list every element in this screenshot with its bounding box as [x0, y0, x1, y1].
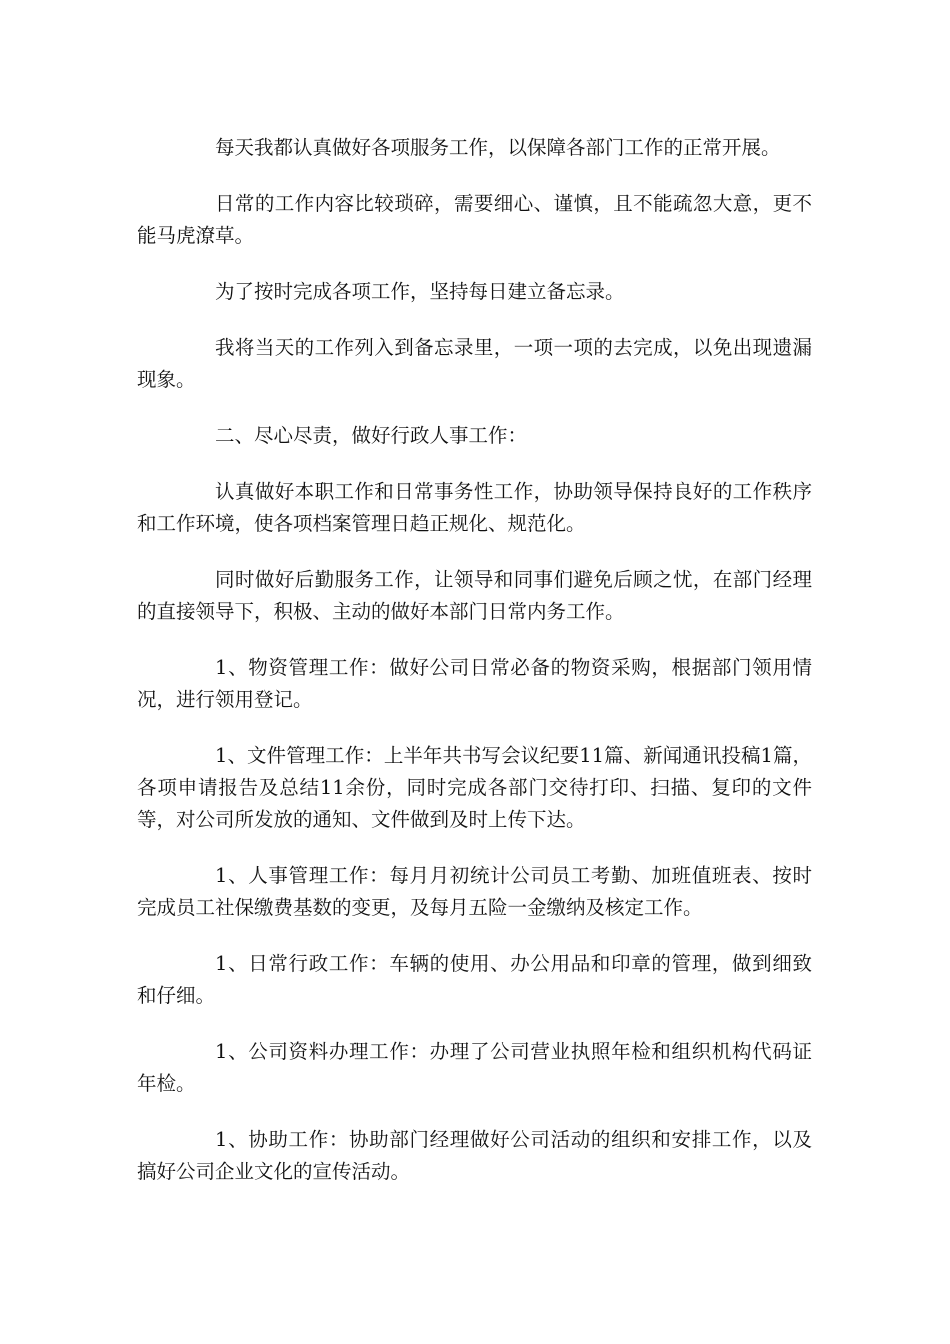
list-item: 1、日常行政工作：车辆的使用、办公用品和印章的管理，做到细致和仔细。 — [137, 952, 812, 1007]
list-item: 1、公司资料办理工作：办理了公司营业执照年检和组织机构代码证年检。 — [137, 1040, 812, 1095]
list-item: 1、物资管理工作：做好公司日常必备的物资采购，根据部门领用情况，进行领用登记。 — [137, 656, 812, 711]
list-item: 1、文件管理工作：上半年共书写会议纪要11篇、新闻通讯投稿1篇，各项申请报告及总结11余份，同时完成各部门交待打印、扫描、复印的文件等，对公司所发放的通知、文件做到及时上传下达。 — [137, 744, 812, 831]
paragraph: 同时做好后勤服务工作，让领导和同事们避免后顾之忧，在部门经理的直接领导下，积极、主动的做好本部门日常内务工作。 — [137, 568, 812, 623]
paragraph: 日常的工作内容比较琐碎，需要细心、谨慎，且不能疏忽大意，更不能马虎潦草。 — [137, 192, 812, 247]
section-heading: 二、尽心尽责，做好行政人事工作： — [215, 424, 528, 447]
document-body — [137, 132, 812, 1212]
list-item: 1、协助工作：协助部门经理做好公司活动的组织和安排工作，以及搞好公司企业文化的宣传活动。 — [137, 1128, 812, 1183]
paragraph: 我将当天的工作列入到备忘录里，一项一项的去完成，以免出现遗漏现象。 — [137, 336, 812, 391]
paragraph: 为了按时完成各项工作，坚持每日建立备忘录。 — [215, 280, 625, 303]
paragraph: 认真做好本职工作和日常事务性工作，协助领导保持良好的工作秩序和工作环境，使各项档案管理日趋正规化、规范化。 — [137, 480, 812, 535]
paragraph: 每天我都认真做好各项服务工作，以保障各部门工作的正常开展。 — [215, 136, 781, 159]
list-item: 1、人事管理工作：每月月初统计公司员工考勤、加班值班表、按时完成员工社保缴费基数的变更，及每月五险一金缴纳及核定工作。 — [137, 864, 812, 919]
